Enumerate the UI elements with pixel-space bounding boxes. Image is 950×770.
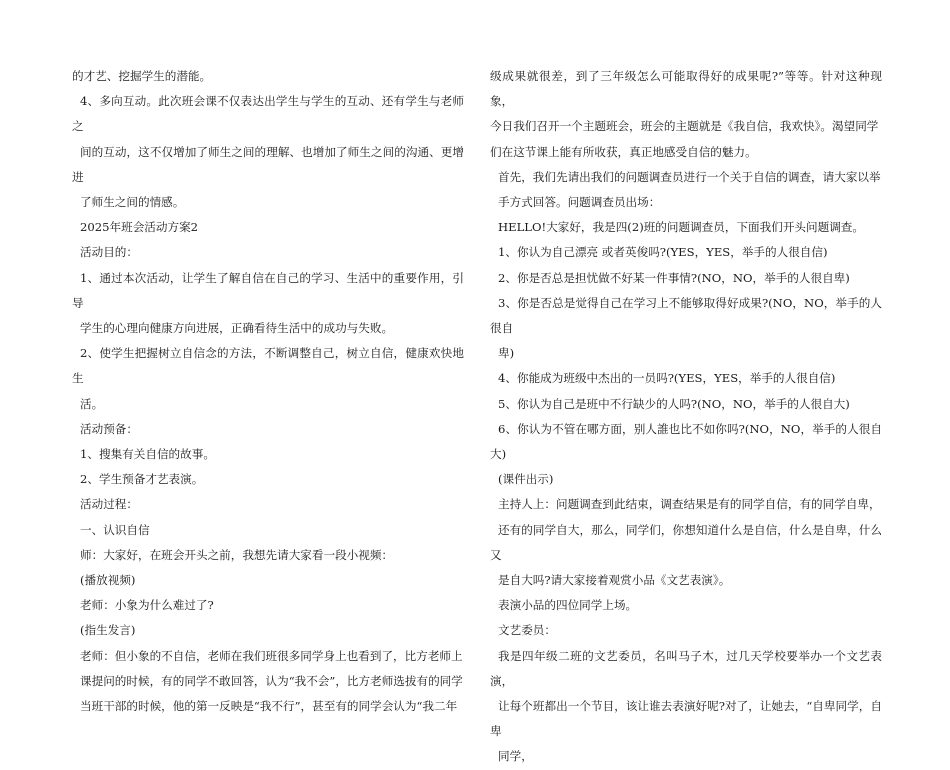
text-line: 师：大家好，在班会开头之前，我想先请大家看一段小视频： [80,547,394,562]
text-line: 4、多向互动。此次班会课不仅表达出学生与学生的互动、还有学生与老师之 [72,94,464,134]
paragraph [72,89,464,215]
text-line: 表演小品的四位同学上场。 [498,598,638,613]
paragraph [490,215,882,240]
text-line: 间的互动，这不仅增加了师生之间的理解、也增加了师生之间的沟通、更增进 [72,144,464,184]
text-line: 同学， [498,749,533,764]
text-line: 学生的心理向健康方向进展，正确看待生活中的成功与失败。 [80,321,394,336]
text-line: 活。 [80,396,104,411]
text-line: 是自大吗?请大家接着观赏小品《文艺表演》。 [498,573,731,588]
text-line: 们在这节课上能有所收获，真正地感受自信的魅力。 [490,144,757,159]
text-line: 卑) [498,346,515,361]
paragraph [490,64,882,165]
paragraph [72,215,464,240]
text-line: 2、你是否总是担忧做不好某一件事情?(NO，NO，举手的人很自卑) [498,270,850,285]
paragraph [490,366,882,391]
paragraph [490,417,882,467]
paragraph [490,467,882,492]
paragraph [490,492,882,593]
text-line: 活动目的： [80,245,138,260]
text-line: 2、使学生把握树立自信念的方法，不断调整自己，树立自信，健康欢快地生 [72,346,464,386]
paragraph [72,644,464,720]
text-line: 文艺委员： [498,623,556,638]
text-line: 主持人上：问题调查到此结束，调查结果是有的同学自信，有的同学自卑， [498,497,881,512]
text-line: 6、你认为不管在哪方面，别人誰也比不如你吗?(NO，NO，举手的人很自大) [490,421,882,462]
paragraph [490,240,882,265]
text-line: 级成果就很差，到了三年级怎么可能取得好的成果呢?”等等。针对这种现象， [490,69,882,109]
text-line: (指生发言) [80,623,136,638]
text-line: 手方式回答。问题调查员出场： [498,195,661,210]
paragraph [72,568,464,593]
right-column [490,64,882,770]
text-line: 2025年班会活动方案2 [80,220,199,235]
text-line: HELLO!大家好，我是四(2)班的问题调查员，下面我们开头问题调查。 [498,220,864,235]
paragraph [490,392,882,417]
paragraph [490,266,882,291]
text-line: 课提问的时候，有的同学不敢回答，认为“我不会”，比方老师选拔有的同学 [80,673,463,688]
text-line: 1、通过本次活动，让学生了解自信在自己的学习、生活中的重要作用，引导 [72,270,464,310]
text-line: 今日我们召开一个主题班会，班会的主题就是《我自信，我欢快》。渴望同学 [490,119,879,134]
text-line: 的才艺、挖掘学生的潜能。 [72,69,212,83]
left-column [72,64,464,719]
text-line: 当班干部的时候，他的第一反映是“我不行”，甚至有的同学会认为“我二年 [80,699,458,714]
text-line: 活动预备： [80,421,138,436]
text-line: 还有的同学自大，那么，同学们，你想知道什么是自信，什么是自卑，什么又 [490,522,882,562]
text-line: 首先，我们先请出我们的问题调查员进行一个关于自信的调查，请大家以举 [498,169,881,184]
paragraph [490,593,882,618]
paragraph [72,518,464,543]
text-line: 1、搜集有关自信的故事。 [80,447,215,462]
paragraph [72,593,464,618]
text-line: 1、你认为自己漂亮 或者英俊吗?(YES，YES，举手的人很自信) [498,245,828,260]
paragraph [72,442,464,467]
paragraph [72,266,464,342]
text-line: 2、学生预备才艺表演。 [80,472,204,487]
text-line: 老师：小象为什么难过了? [80,598,214,613]
paragraph [490,165,882,215]
text-line: 活动过程： [80,497,138,512]
text-line: 4、你能成为班级中杰出的一员吗?(YES，YES，举手的人很自信) [498,371,836,386]
paragraph [72,618,464,643]
paragraph [72,543,464,568]
paragraph [72,240,464,265]
text-line: 一、认识自信 [80,522,150,537]
text-line: 3、你是否总是觉得自己在学习上不能够取得好成果?(NO，NO，举手的人很自 [490,295,882,336]
paragraph [490,618,882,643]
text-line: 了师生之间的情感。 [80,195,185,210]
text-line: (课件出示) [498,472,554,487]
text-line: 5、你认为自己是班中不行缺少的人吗?(NO，NO，举手的人很自大) [498,396,850,411]
text-line: (播放视频) [80,573,136,588]
paragraph [72,341,464,417]
text-line: 老师：但小象的不自信，老师在我们班很多同学身上也看到了，比方老师上 [80,648,463,663]
paragraph [72,492,464,517]
paragraph [490,644,882,770]
paragraph [72,64,464,89]
text-line: 我是四年级二班的文艺委员，名叫马子木，过几天学校要举办一个文艺表演， [490,648,882,688]
paragraph [490,291,882,367]
text-line: 让每个班都出一个节目，该让谁去表演好呢?对了，让她去，“自卑同学，自卑 [490,699,882,739]
paragraph [72,467,464,492]
paragraph [72,417,464,442]
